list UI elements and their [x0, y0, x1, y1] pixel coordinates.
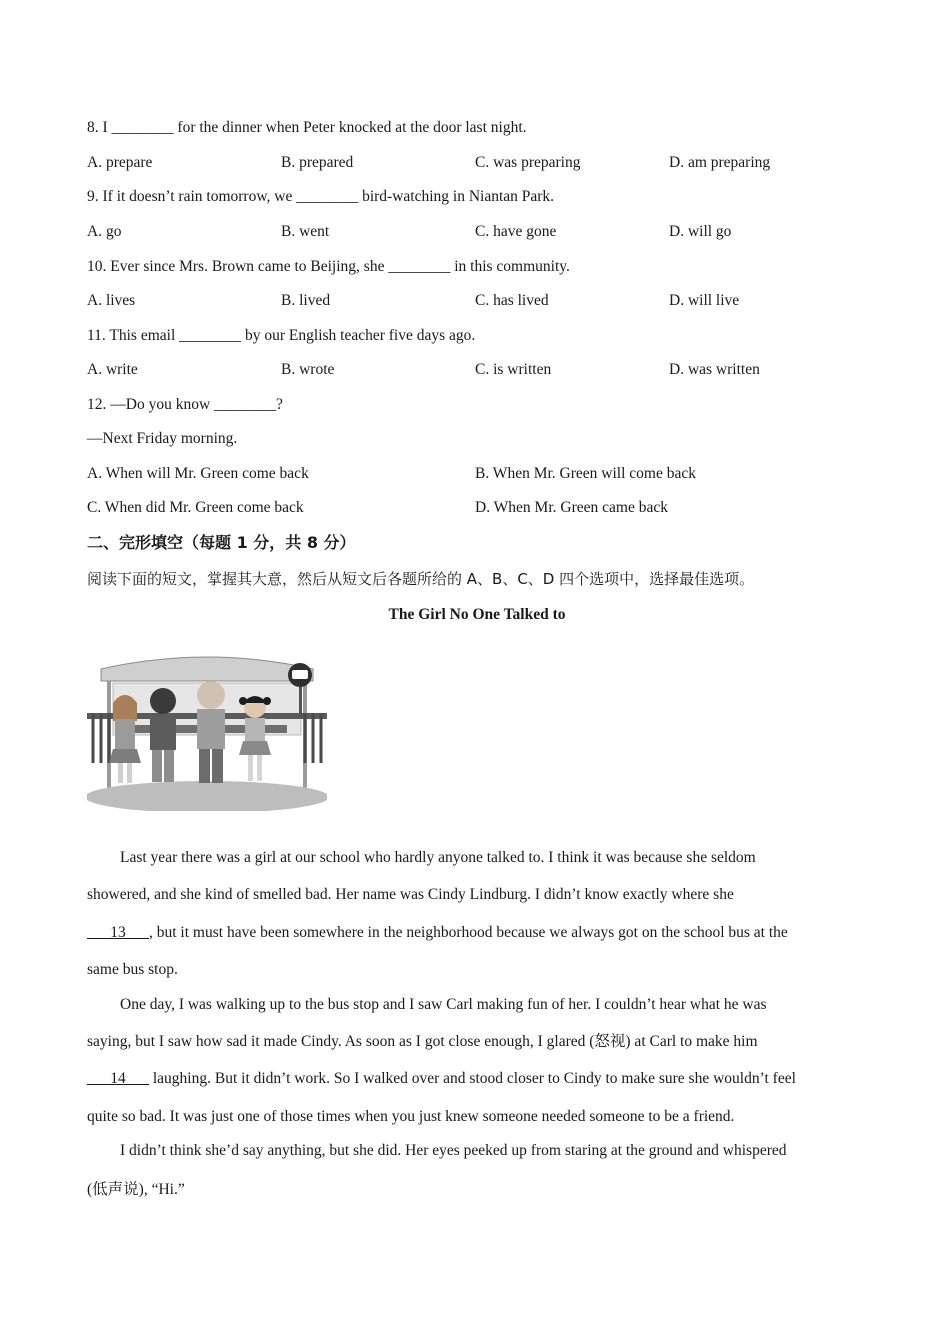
question-9-stem: 9. If it doesn’t rain tomorrow, we ________ bird-watching in Niantan Park.: [87, 188, 555, 205]
passage-line: One day, I was walking up to the bus stop and I saw Carl making fun of her. I couldn’t hear what he was: [120, 996, 767, 1013]
question-10-option-b: B. lived: [281, 292, 331, 309]
question-12-option-b: B. When Mr. Green will come back: [475, 465, 696, 482]
section-heading: 二、完形填空（每题 1 分，共 8 分）: [87, 533, 356, 552]
passage-line: showered, and she kind of smelled bad. Her name was Cindy Lindburg. I didn’t know exactly where she: [87, 886, 734, 903]
question-12-stem: 12. —Do you know ________?: [87, 396, 283, 413]
question-12-option-d: D. When Mr. Green came back: [475, 499, 668, 516]
passage-line: quite so bad. It was just one of those times when you just knew someone needed someone to be a friend.: [87, 1108, 735, 1125]
question-11-stem: 11. This email ________ by our English teacher five days ago.: [87, 327, 476, 344]
question-10-option-d: D. will live: [669, 292, 740, 309]
question-10-option-c: C. has lived: [475, 292, 549, 309]
question-12-reply: —Next Friday morning.: [87, 430, 238, 447]
passage-line: I didn’t think she’d say anything, but she did. Her eyes peeked up from staring at the ground and whispered: [120, 1142, 787, 1159]
passage-text: , but it must have been somewhere in the neighborhood because we always got on the school bus at the: [149, 924, 788, 941]
section-instruction: 阅读下面的短文，掌握其大意，然后从短文后各题所给的 A、B、C、D 四个选项中，选择最佳选项。: [87, 570, 755, 588]
question-9-option-a: A. go: [87, 223, 122, 240]
question-11-option-c: C. is written: [475, 361, 552, 378]
blank-14[interactable]: ___14___: [87, 1070, 149, 1087]
question-8-option-c: C. was preparing: [475, 154, 581, 171]
question-8-option-d: D. am preparing: [669, 154, 771, 171]
question-12-option-a: A. When will Mr. Green come back: [87, 465, 309, 482]
passage-line: [87, 1069, 862, 1089]
question-10-stem: 10. Ever since Mrs. Brown came to Beijing, she ________ in this community.: [87, 258, 570, 275]
passage-text: laughing. But it didn’t work. So I walked over and stood closer to Cindy to make sure she wouldn’t feel: [149, 1070, 796, 1087]
passage-line: Last year there was a girl at our school who hardly anyone talked to. I think it was because she seldom: [120, 849, 756, 866]
question-11-option-b: B. wrote: [281, 361, 335, 378]
passage-title: The Girl No One Talked to: [388, 606, 566, 623]
question-8-stem: 8. I ________ for the dinner when Peter knocked at the door last night.: [87, 119, 527, 136]
passage-line: saying, but I saw how sad it made Cindy. As soon as I got close enough, I glared (怒视) at Carl to make him: [87, 1033, 758, 1050]
passage-line: [87, 923, 862, 943]
question-9-option-d: D. will go: [669, 223, 732, 240]
passage-line: (低声说), “Hi.”: [87, 1181, 185, 1198]
question-11-option-d: D. was written: [669, 361, 760, 378]
question-8-option-b: B. prepared: [281, 154, 354, 171]
bus-stop-illustration: [87, 651, 327, 811]
question-10-option-a: A. lives: [87, 292, 136, 309]
blank-13[interactable]: ___13___: [87, 924, 149, 941]
question-9-option-b: B. went: [281, 223, 330, 240]
question-11-option-a: A. write: [87, 361, 138, 378]
passage-line: same bus stop.: [87, 961, 178, 978]
question-12-option-c: C. When did Mr. Green come back: [87, 499, 304, 516]
question-9-option-c: C. have gone: [475, 223, 557, 240]
question-8-option-a: A. prepare: [87, 154, 153, 171]
